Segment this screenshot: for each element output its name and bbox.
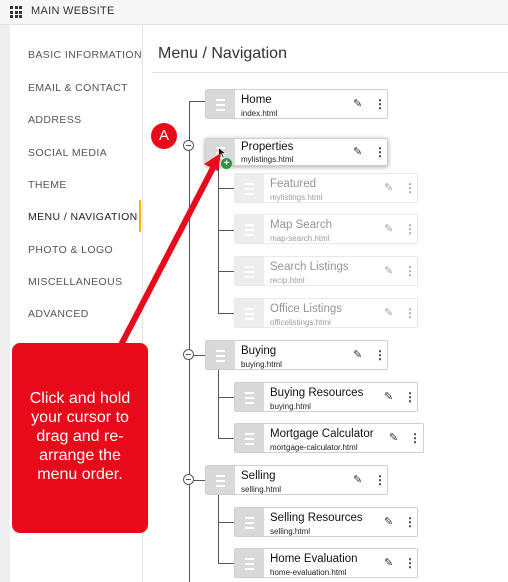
sidebar-item-theme[interactable]: THEME <box>28 179 67 191</box>
annotation-badge: A <box>151 123 177 149</box>
sidebar-item-menu-navigation[interactable]: MENU / NAVIGATION <box>28 211 138 223</box>
menu-item-url: buying.html <box>241 360 282 369</box>
more-options-icon[interactable]: ⋮ <box>404 515 416 529</box>
menu-item-name: Buying <box>241 345 277 357</box>
menu-item-url: map-search.html <box>270 234 330 243</box>
more-options-icon[interactable]: ⋮ <box>404 222 416 236</box>
menu-item-url: mylistings.html <box>270 193 323 202</box>
menu-item-url: home-evaluation.html <box>270 568 347 577</box>
edit-icon[interactable]: ✎ <box>389 432 399 444</box>
more-options-icon[interactable]: ⋮ <box>404 556 416 570</box>
more-options-icon[interactable]: ⋮ <box>374 97 386 111</box>
menu-item-url: recip.html <box>270 276 305 285</box>
edit-icon[interactable]: ✎ <box>353 98 363 110</box>
more-options-icon[interactable]: ⋮ <box>374 473 386 487</box>
more-options-icon[interactable]: ⋮ <box>404 181 416 195</box>
sidebar-item-miscellaneous[interactable]: MISCELLANEOUS <box>28 276 123 288</box>
edit-icon[interactable]: ✎ <box>384 557 394 569</box>
edit-icon[interactable]: ✎ <box>353 474 363 486</box>
edit-icon[interactable]: ✎ <box>384 223 394 235</box>
menu-item-url: buying.html <box>270 402 311 411</box>
edit-icon[interactable]: ✎ <box>384 391 394 403</box>
sidebar-item-address[interactable]: ADDRESS <box>28 114 82 126</box>
menu-item-url: mylistings.html <box>241 155 294 164</box>
more-options-icon[interactable]: ⋮ <box>404 264 416 278</box>
app-title: MAIN WEBSITE <box>31 5 115 17</box>
menu-item-name: Office Listings <box>270 303 343 315</box>
more-options-icon[interactable]: ⋮ <box>404 306 416 320</box>
add-plus-icon: + <box>221 158 232 169</box>
menu-item-url: mortgage-calculator.html <box>270 443 358 452</box>
annotation-callout <box>12 343 148 533</box>
menu-item-url: selling.html <box>270 527 311 536</box>
menu-item-name: Home <box>241 94 272 106</box>
menu-item-name: Properties <box>241 141 294 153</box>
menu-item-name: Search Listings <box>270 261 349 273</box>
menu-item-name: Mortgage Calculator <box>270 428 374 440</box>
sidebar-item-photo-logo[interactable]: PHOTO & LOGO <box>28 244 114 256</box>
edit-icon[interactable]: ✎ <box>384 182 394 194</box>
edit-icon[interactable]: ✎ <box>384 516 394 528</box>
sidebar-item-social-media[interactable]: SOCIAL MEDIA <box>28 147 108 159</box>
more-options-icon[interactable]: ⋮ <box>374 145 386 159</box>
edit-icon[interactable]: ✎ <box>384 307 394 319</box>
more-options-icon[interactable]: ⋮ <box>374 348 386 362</box>
edit-icon[interactable]: ✎ <box>353 349 363 361</box>
menu-item-name: Map Search <box>270 219 333 231</box>
menu-item-name: Featured <box>270 178 317 190</box>
menu-item-url: selling.html <box>241 485 282 494</box>
menu-item-name: Selling Resources <box>270 512 363 524</box>
edit-icon[interactable]: ✎ <box>353 146 363 158</box>
more-options-icon[interactable]: ⋮ <box>409 431 421 445</box>
more-options-icon[interactable]: ⋮ <box>404 390 416 404</box>
page-title: Menu / Navigation <box>158 45 287 62</box>
edit-icon[interactable]: ✎ <box>384 265 394 277</box>
sidebar-item-email-contact[interactable]: EMAIL & CONTACT <box>28 82 128 94</box>
menu-item-name: Selling <box>241 470 276 482</box>
menu-item-url: index.html <box>241 109 278 118</box>
menu-item-name: Buying Resources <box>270 387 364 399</box>
menu-item-name: Home Evaluation <box>270 553 358 565</box>
callout-text: Click and hold your cursor to drag and re-arrange the menu order. <box>29 390 131 483</box>
menu-item-url: officelistings.html <box>270 318 331 327</box>
sidebar-item-advanced[interactable]: ADVANCED <box>28 308 89 320</box>
sidebar-item-basic-information[interactable]: BASIC INFORMATION <box>28 49 142 61</box>
